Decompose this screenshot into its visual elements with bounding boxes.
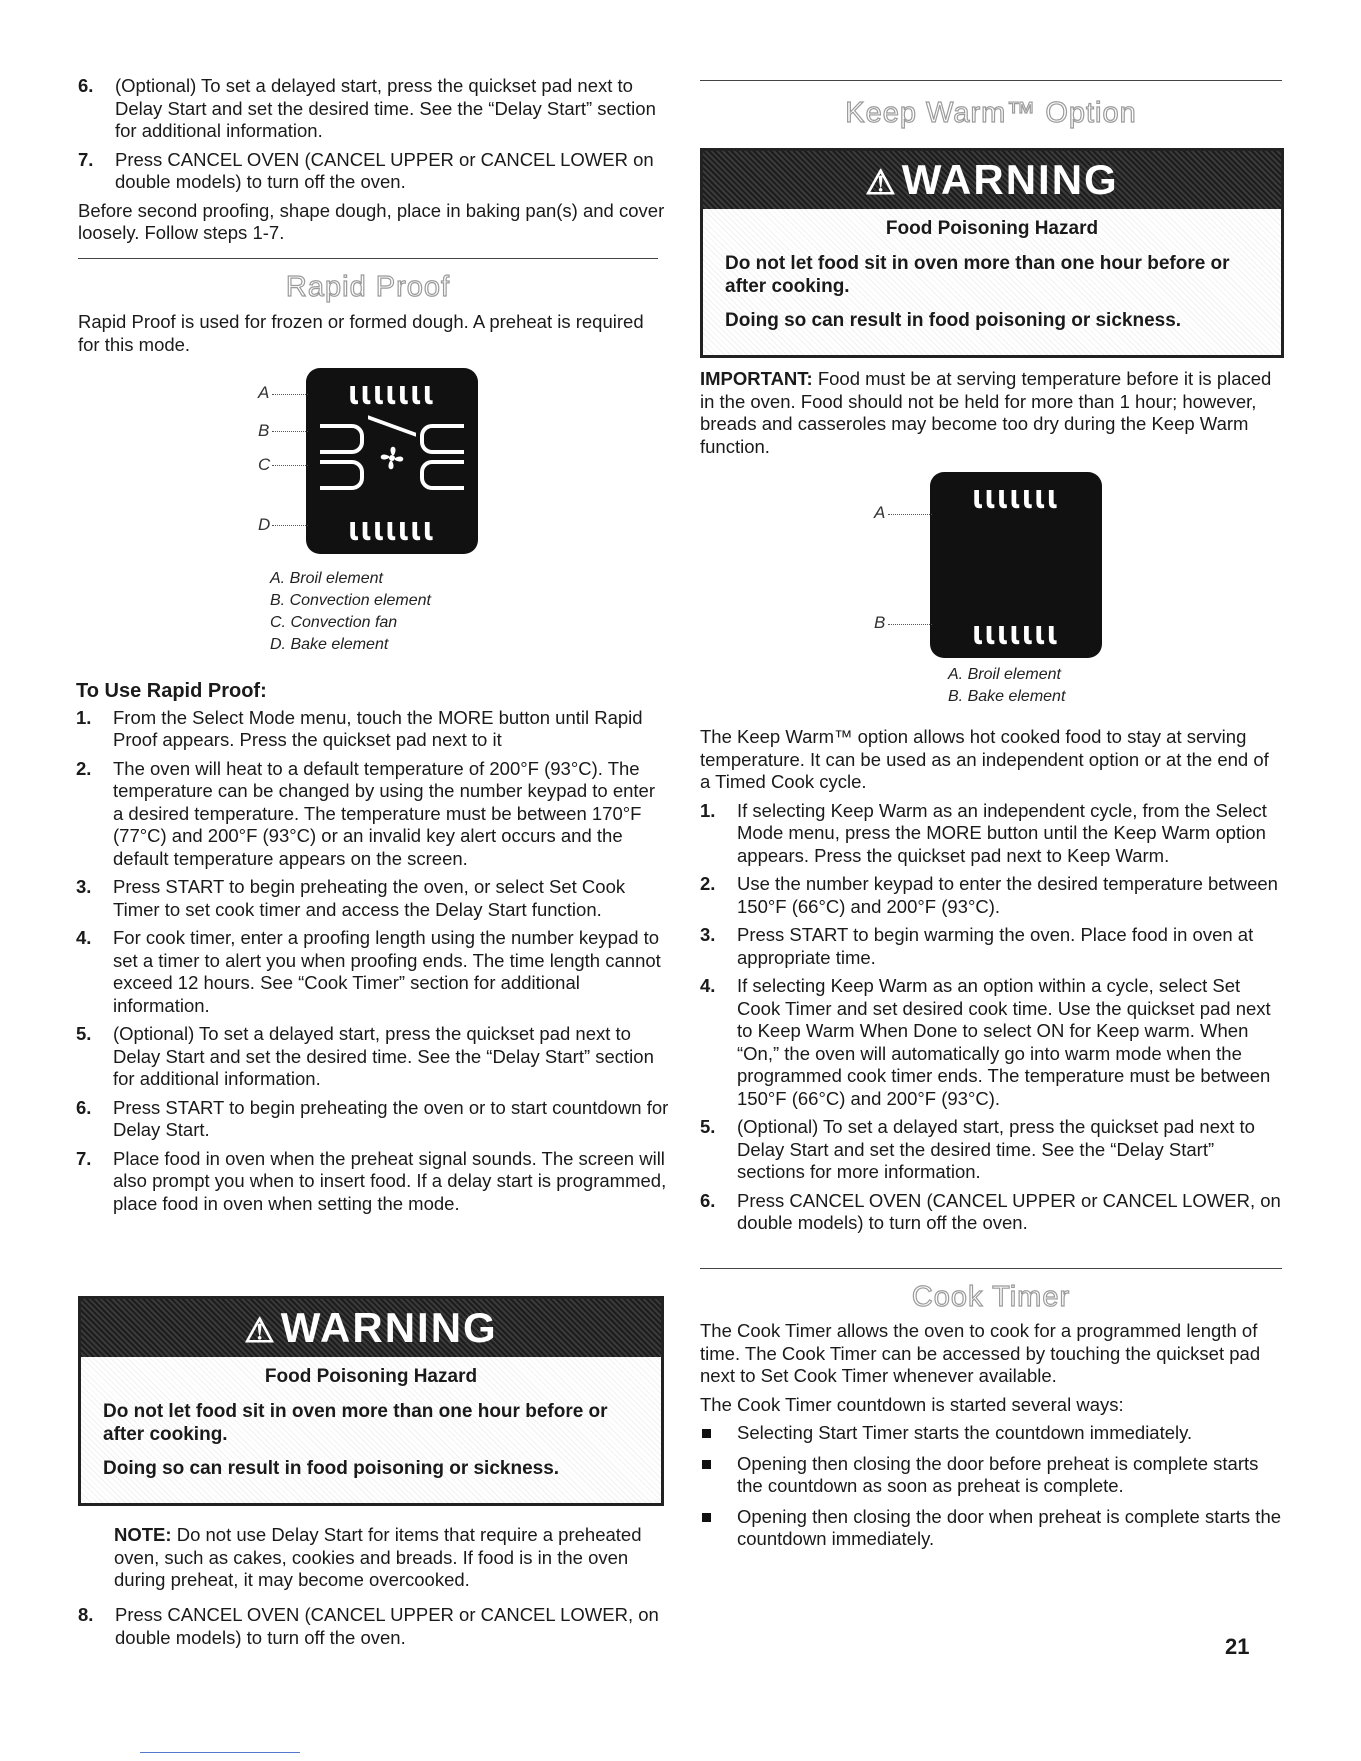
warning-line: Do not let food sit in oven more than one hour before or after cooking. — [103, 1401, 608, 1445]
bullet-square-icon — [702, 1429, 711, 1438]
final-step — [78, 1604, 670, 1655]
list-item: 4. If selecting Keep Warm as an option within a cycle, select Set Cook Timer and set desired cook time. Use the quickset pad next to Keep Warm When Done to select ON for Keep warm. When “On,” the oven will automatically go into warm mode when the programmed cook timer ends. The temperature must be between 150°F (66°C) and 200°F (93°C). — [700, 975, 1271, 1109]
label-d: D — [258, 515, 271, 534]
list-item: 4. For cook timer, enter a proofing length using the number keypad to set a timer to alert you when proofing ends. The time length cannot exceed 12 hours. See “Cook Timer” section for additional information. — [76, 927, 661, 1016]
rapid-proof-intro: Rapid Proof is used for frozen or formed dough. A preheat is required for this mode. — [78, 311, 644, 355]
bullet-square-icon — [702, 1460, 711, 1469]
bake-element-coil: ɩɩɩɩɩɩɩ — [348, 510, 436, 548]
page-number: 21 — [1225, 1634, 1250, 1659]
list-item: 8. Press CANCEL OVEN (CANCEL UPPER or CANCEL LOWER, on double models) to turn off the oven. — [78, 1604, 659, 1648]
label-b: B — [258, 421, 270, 440]
leader-line — [272, 394, 308, 395]
warning-line: Doing so can result in food poisoning or sickness. — [725, 310, 1182, 331]
list-item: 5. (Optional) To set a delayed start, press the quickset pad next to Delay Start and set the desired time. See the “Delay Start” section for additional information. — [76, 1023, 654, 1089]
keep-warm-title: Keep Warm™ Option — [845, 97, 1137, 129]
leader-line — [888, 624, 932, 625]
list-item: Opening then closing the door when preheat is complete starts the countdown immediately. — [700, 1506, 1282, 1551]
to-use-heading: To Use Rapid Proof: — [76, 680, 267, 702]
list-item: 2. The oven will heat to a default temperature of 200°F (93°C). The temperature can be changed by using the number keypad to enter a desired temperature. The temperature must be between 170°F (77°C) and 200°F (93°C) or an invalid key alert occurs and the default temperature appears on the screen. — [76, 757, 655, 869]
warning-banner: ⚠WARNING — [81, 1299, 661, 1357]
note-paragraph: NOTE: Do not use Delay Start for items that require a preheated oven, such as cakes, cookies and breads. If food is in the oven during preheat, it may become overcooked. — [114, 1524, 642, 1590]
oven-cavity — [306, 368, 478, 554]
leader-line — [888, 514, 932, 515]
list-item: Selecting Start Timer starts the countdown immediately. — [700, 1422, 1282, 1445]
section-divider — [700, 1268, 1282, 1269]
warning-line: Do not let food sit in oven more than one hour before or after cooking. — [725, 253, 1230, 297]
rapid-proof-caption: A. Broil element B. Convection element C. Convection fan D. Bake element — [270, 570, 431, 653]
list-item: 3. Press START to begin warming the oven. Place food in oven at appropriate time. — [700, 924, 1254, 968]
bullet-square-icon — [702, 1513, 711, 1522]
hazard-title: Food Poisoning Hazard — [885, 218, 1099, 239]
label-b: B — [874, 613, 886, 632]
important-paragraph: IMPORTANT: Food must be at serving temperature before it is placed in the oven. Food should not be held for more than 1 hour; however, breads and casseroles may become too dry during the Keep Warm function. — [700, 368, 1272, 457]
hazard-title: Food Poisoning Hazard — [264, 1366, 478, 1387]
list-item: 7. Place food in oven when the preheat signal sounds. The screen will also prompt you when to insert food. If a delay start is programmed, place food in oven when setting the mode. — [76, 1147, 667, 1214]
convection-fan-icon — [376, 442, 408, 474]
rapid-proof-title: Rapid Proof — [285, 271, 451, 303]
list-item: 6. Press START to begin preheating the oven or to start countdown for Delay Start. — [76, 1096, 669, 1140]
cook-timer-paragraph: The Cook Timer countdown is started several ways: — [700, 1393, 1124, 1415]
broil-element-coil: ɩɩɩɩɩɩɩ — [972, 478, 1060, 516]
warning-banner: ⚠WARNING — [703, 151, 1281, 209]
keep-warm-oven-diagram — [870, 472, 1150, 658]
second-proof-note: Before second proofing, shape dough, place in baking pan(s) and cover loosely. Follow steps 1-7. — [78, 199, 665, 243]
cook-timer-bullets — [700, 1422, 1282, 1551]
label-a: A — [258, 383, 270, 402]
section-divider — [78, 258, 658, 259]
leader-line — [272, 465, 308, 466]
warning-triangle-icon: ⚠ — [244, 1312, 277, 1350]
cook-timer-paragraph: The Cook Timer allows the oven to cook for a programmed length of time. The Cook Timer can be accessed by touching the quickset pad next to Set Cook Timer whenever available. — [700, 1320, 1261, 1386]
list-item: 6. (Optional) To set a delayed start, press the quickset pad next to Delay Start and set the desired time. See the “Delay Start” section for additional information. — [78, 75, 656, 141]
section-divider — [700, 80, 1282, 81]
continued-steps — [78, 75, 670, 194]
list-item: 5. (Optional) To set a delayed start, press the quickset pad next to Delay Start and set the desired time. See the “Delay Start” sections for more information. — [700, 1116, 1255, 1182]
broil-element-coil: ɩɩɩɩɩɩɩ — [348, 374, 436, 412]
label-a: A — [874, 503, 886, 522]
leader-line — [272, 525, 308, 526]
keep-warm-caption: A. Broil element B. Bake element — [948, 666, 1066, 705]
warning-box-right — [700, 148, 1284, 358]
list-item: 1. If selecting Keep Warm as an independent cycle, from the Select Mode menu, press the MORE button until the Keep Warm option appears. Press the quickset pad next to Keep Warm. — [700, 799, 1267, 866]
label-c: C — [258, 455, 271, 474]
warning-line: Doing so can result in food poisoning or sickness. — [103, 1458, 560, 1479]
list-item: Opening then closing the door before preheat is complete starts the countdown as soon as preheat is complete. — [700, 1453, 1282, 1498]
list-item: 7. Press CANCEL OVEN (CANCEL UPPER or CANCEL LOWER on double models) to turn off the oven. — [78, 148, 654, 192]
list-item: 3. Press START to begin preheating the oven, or select Set Cook Timer to set cook timer and access the Delay Start function. — [76, 876, 626, 920]
keep-warm-steps — [700, 800, 1282, 1235]
footer-line — [140, 1752, 300, 1753]
warning-box-left — [78, 1296, 664, 1506]
rapid-proof-steps — [76, 707, 670, 1216]
keep-warm-intro: The Keep Warm™ option allows hot cooked food to stay at serving temperature. It can be used as an independent option or at the end of a Timed Cook cycle. — [700, 726, 1269, 792]
leader-line — [272, 431, 308, 432]
list-item: 2. Use the number keypad to enter the desired temperature between 150°F (66°C) and 200°F (93°C). — [700, 873, 1278, 917]
oven-cavity — [930, 472, 1102, 658]
warning-triangle-icon: ⚠ — [865, 164, 898, 202]
cook-timer-title: Cook Timer — [911, 1281, 1071, 1313]
bake-element-coil: ɩɩɩɩɩɩɩ — [972, 614, 1060, 652]
rapid-proof-oven-diagram — [228, 368, 568, 554]
list-item: 1. From the Select Mode menu, touch the MORE button until Rapid Proof appears. Press the quickset pad next to it — [76, 706, 643, 750]
list-item: 6. Press CANCEL OVEN (CANCEL UPPER or CANCEL LOWER, on double models) to turn off the oven. — [700, 1189, 1281, 1233]
